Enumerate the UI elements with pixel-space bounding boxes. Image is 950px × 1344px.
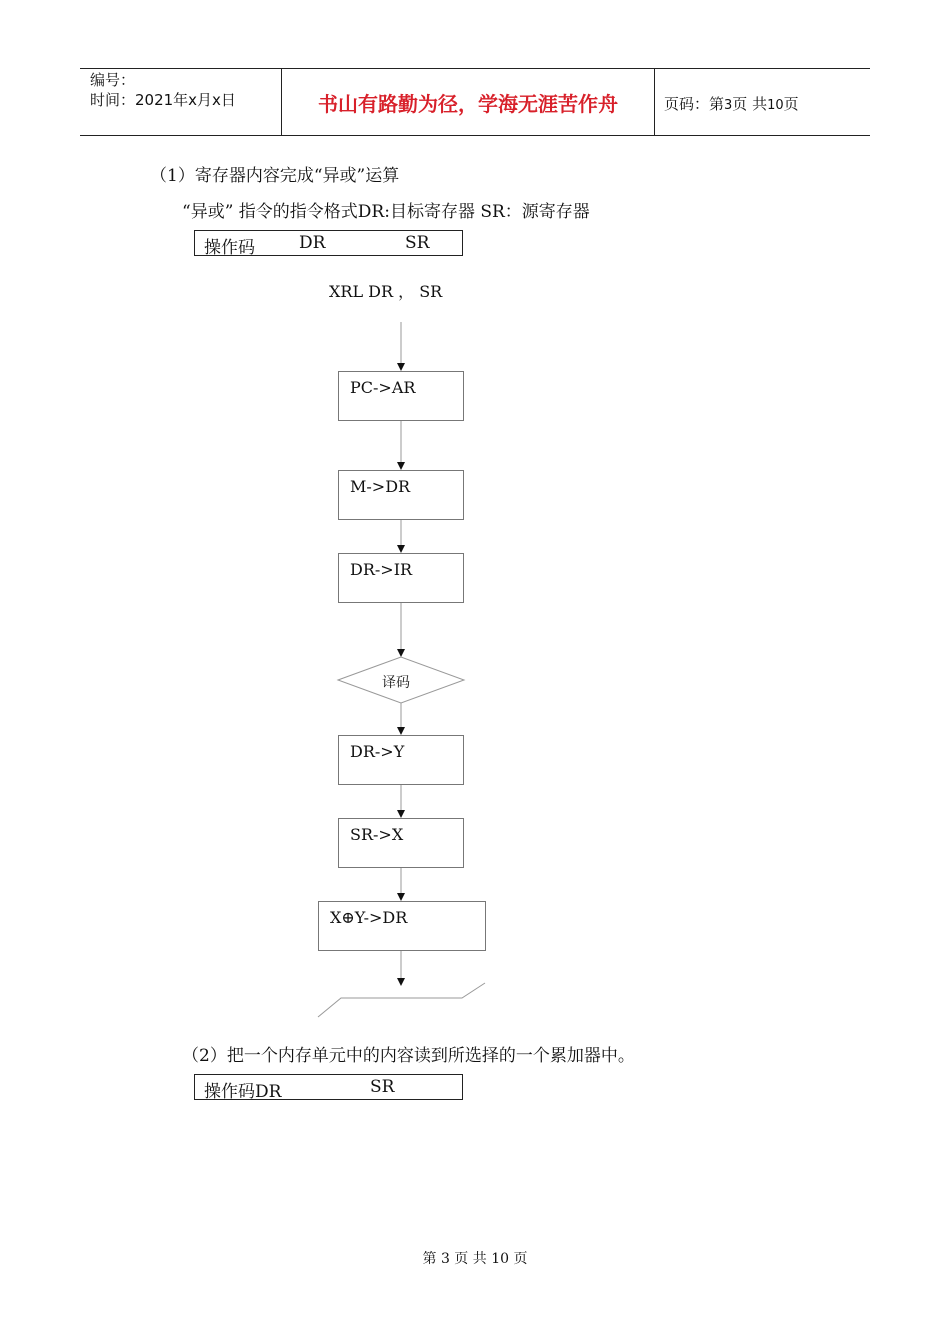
step-sr-to-x-label: SR->X	[350, 825, 404, 844]
decode-label: 译码	[382, 675, 410, 691]
section2-format-box	[194, 1074, 463, 1100]
format2-sr-cell: SR	[370, 1077, 395, 1097]
section1-title: （1）寄存器内容完成“异或”运算	[150, 166, 400, 186]
page-total: 10	[767, 98, 784, 113]
format-opcode-cell: 操作码	[204, 238, 255, 258]
page-label-mid: 页 共	[732, 95, 768, 113]
step-dr-to-y	[338, 735, 464, 785]
step-dr-to-y-label: DR->Y	[350, 742, 405, 761]
instruction-syntax: XRL DR ， SR	[329, 282, 443, 301]
section2-title: （2）把一个内存单元中的内容读到所选择的一个累加器中。	[182, 1046, 635, 1066]
step-pc-to-ar-label: PC->AR	[350, 378, 416, 397]
header-motto: 书山有路勤为径，学海无涯苦作舟	[318, 92, 618, 116]
step-dr-to-ir	[338, 553, 464, 603]
page-footer: 第 3 页 共 10 页	[422, 1251, 528, 1267]
page-label-prefix: 页码：第	[664, 95, 725, 113]
step-m-to-dr	[338, 470, 464, 520]
format-sr-cell: SR	[405, 233, 430, 253]
page-label-suffix: 页	[783, 95, 799, 113]
end-shape	[318, 983, 485, 1017]
step-xor-to-dr-label: X⊕Y->DR	[330, 908, 408, 927]
page-number: 3	[724, 98, 733, 113]
doc-number-label: 编号：	[90, 71, 136, 89]
section1-format-desc: “异或” 指令的指令格式DR:目标寄存器 SR：源寄存器	[182, 202, 590, 222]
step-xor-to-dr	[318, 901, 486, 951]
step-sr-to-x	[338, 818, 464, 868]
format2-opcode-dr-cell: 操作码DR	[204, 1082, 282, 1102]
step-m-to-dr-label: M->DR	[350, 477, 411, 496]
doc-date-label: 时间：2021年x月x日	[90, 91, 236, 109]
format-dr-cell: DR	[299, 233, 326, 253]
step-dr-to-ir-label: DR->IR	[350, 560, 413, 579]
step-pc-to-ar	[338, 371, 464, 421]
